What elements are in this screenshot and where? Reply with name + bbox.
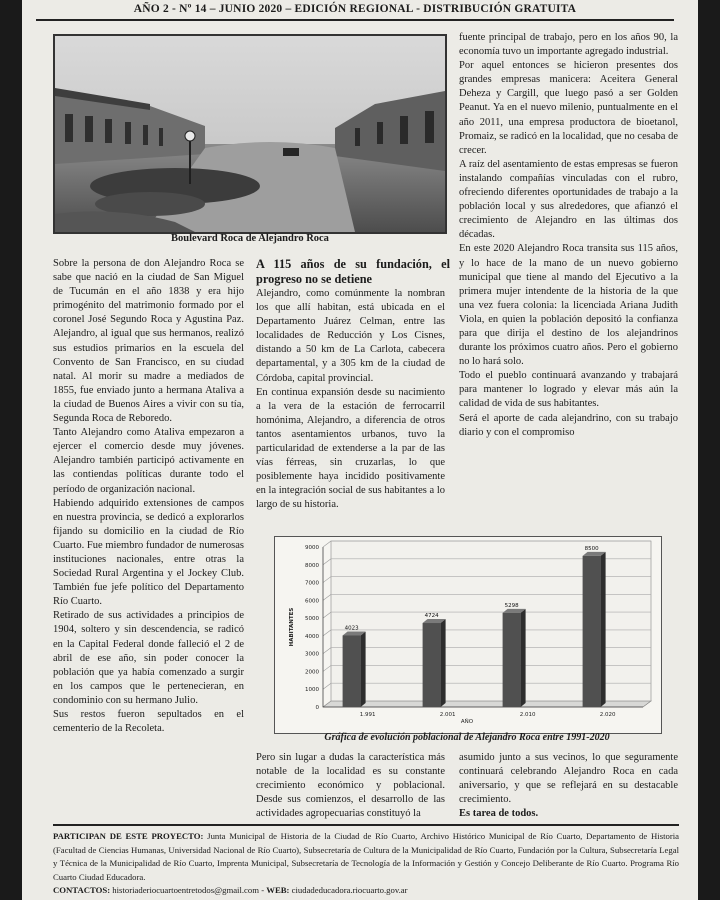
web-link[interactable]: ciudadeducadora.riocuarto.gov.ar: [291, 885, 408, 896]
bar-side: [521, 609, 526, 707]
x-tick-label: 2.010: [519, 712, 536, 718]
paragraph: Sobre la persona de don Alejandro Roca se sabe que nació en la ciudad de San Miguel de Tucumán en el año 1838 y era hijo primogénito del matrimonio formado por el coronel José Segundo Roca y Agustina Paz. Alejandro, al igual que sus hermanos, realizó sus estudios primarios en la escuela del Convento de San Francisco, en su ciudad natal. Al morir su madre a mediados de 1855, fue enviado junto a hermana Ataliva a la ciudad de Buenos Aires a vivir con su tía, Segunda Roca de Reboredo.: [53, 258, 244, 425]
paragraph: Habiendo adquirido extensiones de campos en nuestra provincia, se dedicó a explorarlos fijando su domicilio en la ciudad de Río Cuarto. Fue miembro fundador de numerosas instituciones nacionales, entre otras la Sociedad Rural Argentina y el Jockey Club. También fue jefe político del Departamento Río Cuarto.: [53, 497, 244, 608]
gridline-diag: [323, 630, 331, 636]
data-label: 5298: [504, 602, 519, 609]
column-right: [459, 31, 678, 440]
x-tick-label: 1.991: [359, 712, 376, 718]
column-middle-bottom: [256, 751, 445, 821]
bar-side: [601, 552, 606, 707]
paragraph: Sus restos fueron sepultados en el cementerio de la Recoleta.: [53, 709, 244, 735]
bar: [503, 613, 521, 707]
boulevard-photo-image: [55, 36, 445, 232]
paragraph: [459, 751, 678, 821]
contact-email[interactable]: historiaderiocuartoentretodos@gmail.com: [112, 885, 260, 896]
bar: [583, 556, 601, 707]
population-chart-svg: [275, 537, 661, 733]
paragraph: Todo el pueblo continuará avanzando y trabajará para mantener lo logrado y elevar más aún la calidad de vida de sus habitantes.: [459, 370, 678, 410]
y-tick-label: 6000: [305, 598, 319, 605]
article-headline: A 115 años de su fundación, el progreso no se detiene: [256, 257, 450, 286]
y-tick-label: 5000: [305, 616, 319, 623]
y-tick-label: 7000: [305, 580, 319, 587]
bar: [343, 635, 361, 707]
participants-label: PARTICIPAN DE ESTE PROYECTO:: [53, 831, 204, 841]
x-axis-label: AÑO: [460, 719, 474, 725]
y-tick-label: 3000: [305, 651, 319, 658]
masthead: AÑO 2 - Nº 14 – JUNIO 2020 – EDICIÓN REGIONAL - DISTRIBUCIÓN GRATUITA: [36, 0, 674, 21]
paragraph: En continua expansión desde su nacimiento a la vera de la estación de ferrocarril homónima, Alejandro, a diferencia de otros tantos asentamientos urbanos, tuvo la particularidad de extenderse a la par de las vías férreas, sin cruzarlas, lo que posiblemente haya incidido positivamente en la integración social de sus habitantes a lo largo de su historia.: [256, 386, 445, 511]
y-tick-label: 4000: [305, 633, 319, 640]
contacts-label: CONTACTOS:: [53, 885, 111, 896]
y-axis-label: HABITANTES: [289, 607, 295, 647]
gridline-diag: [323, 559, 331, 565]
web-label: WEB:: [266, 885, 290, 896]
gridline-diag: [323, 665, 331, 671]
data-label: 4724: [424, 613, 439, 620]
population-chart: [274, 536, 662, 734]
x-tick-label: 2.020: [599, 712, 616, 718]
paragraph: En este 2020 Alejandro Roca transita sus 115 años, y lo hace de la mano de un nuevo gobierno municipal que tiene al mando del Ejecutivo a la primera mujer intendente de la historia de la que una vez fuera colonia: la licenciada Ariana Judith Viola, en quien la población depositó la confianza para que dirija el destino de los alejandrinos durante los próximos cuatro años. Pero el gobierno no lo hará solo.: [459, 243, 678, 368]
x-tick-label: 2.001: [439, 712, 456, 718]
gridline-diag: [323, 577, 331, 583]
y-tick-label: 0: [315, 705, 319, 711]
paragraph: Alejandro, como comúnmente la nombran los que allí habitan, está ubicada en el Departamento Juárez Celman, entre las localidades de Reducción y Los Cisnes, distando a 50 km de La Carlota, cabecera departamental, y a 305 km de la ciudad de Córdoba, capital provincial.: [256, 288, 445, 384]
participants-text: Junta Municipal de Historia de la Ciudad de Río Cuarto, Archivo Histórico Municipal de Río Cuarto, Departamento de Historia (Facultad de Ciencias Humanas, Universidad Nacional de Río Cuarto), Subsecretaría de Cultura de la Municipalidad de Río Cuarto, Fundación por la Cultura, Subsecretaría Legal y Técnica de la Municipalidad de Río Cuarto, Imprenta Municipal, Subsecretaría de Tecnología de la Información y Gestión y Concejo Deliberante de Río Cuarto. Programa Río Cuarto Ciudad Educadora.: [53, 831, 679, 882]
y-tick-label: 9000: [305, 545, 319, 551]
data-label: 4023: [344, 625, 359, 632]
newspaper-page: [22, 0, 698, 900]
paragraph: Será el aporte de cada alejandrino, con su trabajo diario y con el compromiso: [459, 412, 678, 438]
y-tick-label: 2000: [305, 669, 319, 676]
chart-caption: Gráfica de evolución poblacional de Alejandro Roca entre 1991-2020: [324, 732, 610, 743]
gridline-diag: [323, 683, 331, 689]
gridline-diag: [323, 541, 331, 547]
bar-side: [441, 619, 446, 707]
paragraph: Tanto Alejandro como Ataliva empezaron a ejercer el comercio desde muy jóvenes. Alejandro también participó activamente en las contiendas políticas durante todo el período de organización nacional.: [53, 427, 244, 495]
gridline-diag: [323, 612, 331, 618]
paragraph: fuente principal de trabajo, pero en los años 90, la economía tuvo un importante agregado industrial.: [459, 32, 678, 58]
column-middle: [256, 287, 445, 513]
bar: [423, 623, 441, 707]
data-label: 8500: [584, 545, 599, 552]
y-tick-label: 8000: [305, 562, 319, 569]
closing-bold: Es tarea de todos.: [459, 808, 539, 820]
bar-side: [361, 631, 366, 707]
paragraph: Retirado de sus actividades a principios de 1904, soltero y sin descendencia, se radicó en la Capital Federal donde falleció el 2 de abril de ese año, sin poder conocer la población que ya había comenzado a surgir en los campos que le pertenecieran, en condominio con su hermano Julio.: [53, 610, 244, 706]
paragraph: Pero sin lugar a dudas la característica más notable de la localidad es su constante crecimiento económico y poblacional. Desde sus comienzos, el desarrollo de las actividades agropecuarias constituyó la: [256, 752, 445, 820]
gridline-diag: [323, 648, 331, 654]
gridline-diag: [323, 594, 331, 600]
paragraph: Por aquel entonces se hicieron presentes dos grandes empresas manicera: Aceitera General Deheza y Cargill, que luego pasó a ser Golden Peanut. Ya en el nuevo milenio, puntualmente en el año 2011, una empresa productora de bioetanol, Promaiz, se radicó en la localidad, que no cesaba de crecer.: [459, 60, 678, 156]
footer: PARTICIPAN DE ESTE PROYECTO: Junta Municipal de Historia de la Ciudad de Río Cuarto, Archivo Histórico Municipal de Río Cuarto, Departamento de Historia (Facultad de Ciencias Humanas, Universidad Nacional de Río Cuarto), Subsecretaría de Cultura de la Municipalidad de Río Cuarto, Fundación por la Cultura, Subsecretaría Legal y Técnica de la Municipalidad de Río Cuarto, Imprenta Municipal, Subsecretaría de Tecnología de la Información y Gestión y Concejo Deliberante de Río Cuarto. Programa Río Cuarto Ciudad Educadora. CONTACTOS: historiaderiocuartoentretodos@gmail.com - WEB: ciudadeducadora.riocuarto.gov.ar: [53, 824, 679, 898]
photo-caption: Boulevard Roca de Alejandro Roca: [171, 233, 329, 244]
y-tick-label: 1000: [305, 687, 319, 694]
column-left: [53, 257, 244, 736]
column-right-bottom: [459, 751, 678, 821]
historic-photo: [53, 34, 447, 234]
closing-text: asumido junto a sus vecinos, lo que seguramente continuará celebrando Alejandro Roca en cada aniversario, y que se reflejará en su destacable crecimiento.: [459, 752, 678, 806]
paragraph: A raíz del asentamiento de estas empresas se fueron instalando compañías vinculadas con el rubro, ofreciendo diferentes oportunidades de trabajo a la población local y sus alrededores, que afianzó el crecimiento de Alejandro en las últimas dos décadas.: [459, 158, 678, 241]
